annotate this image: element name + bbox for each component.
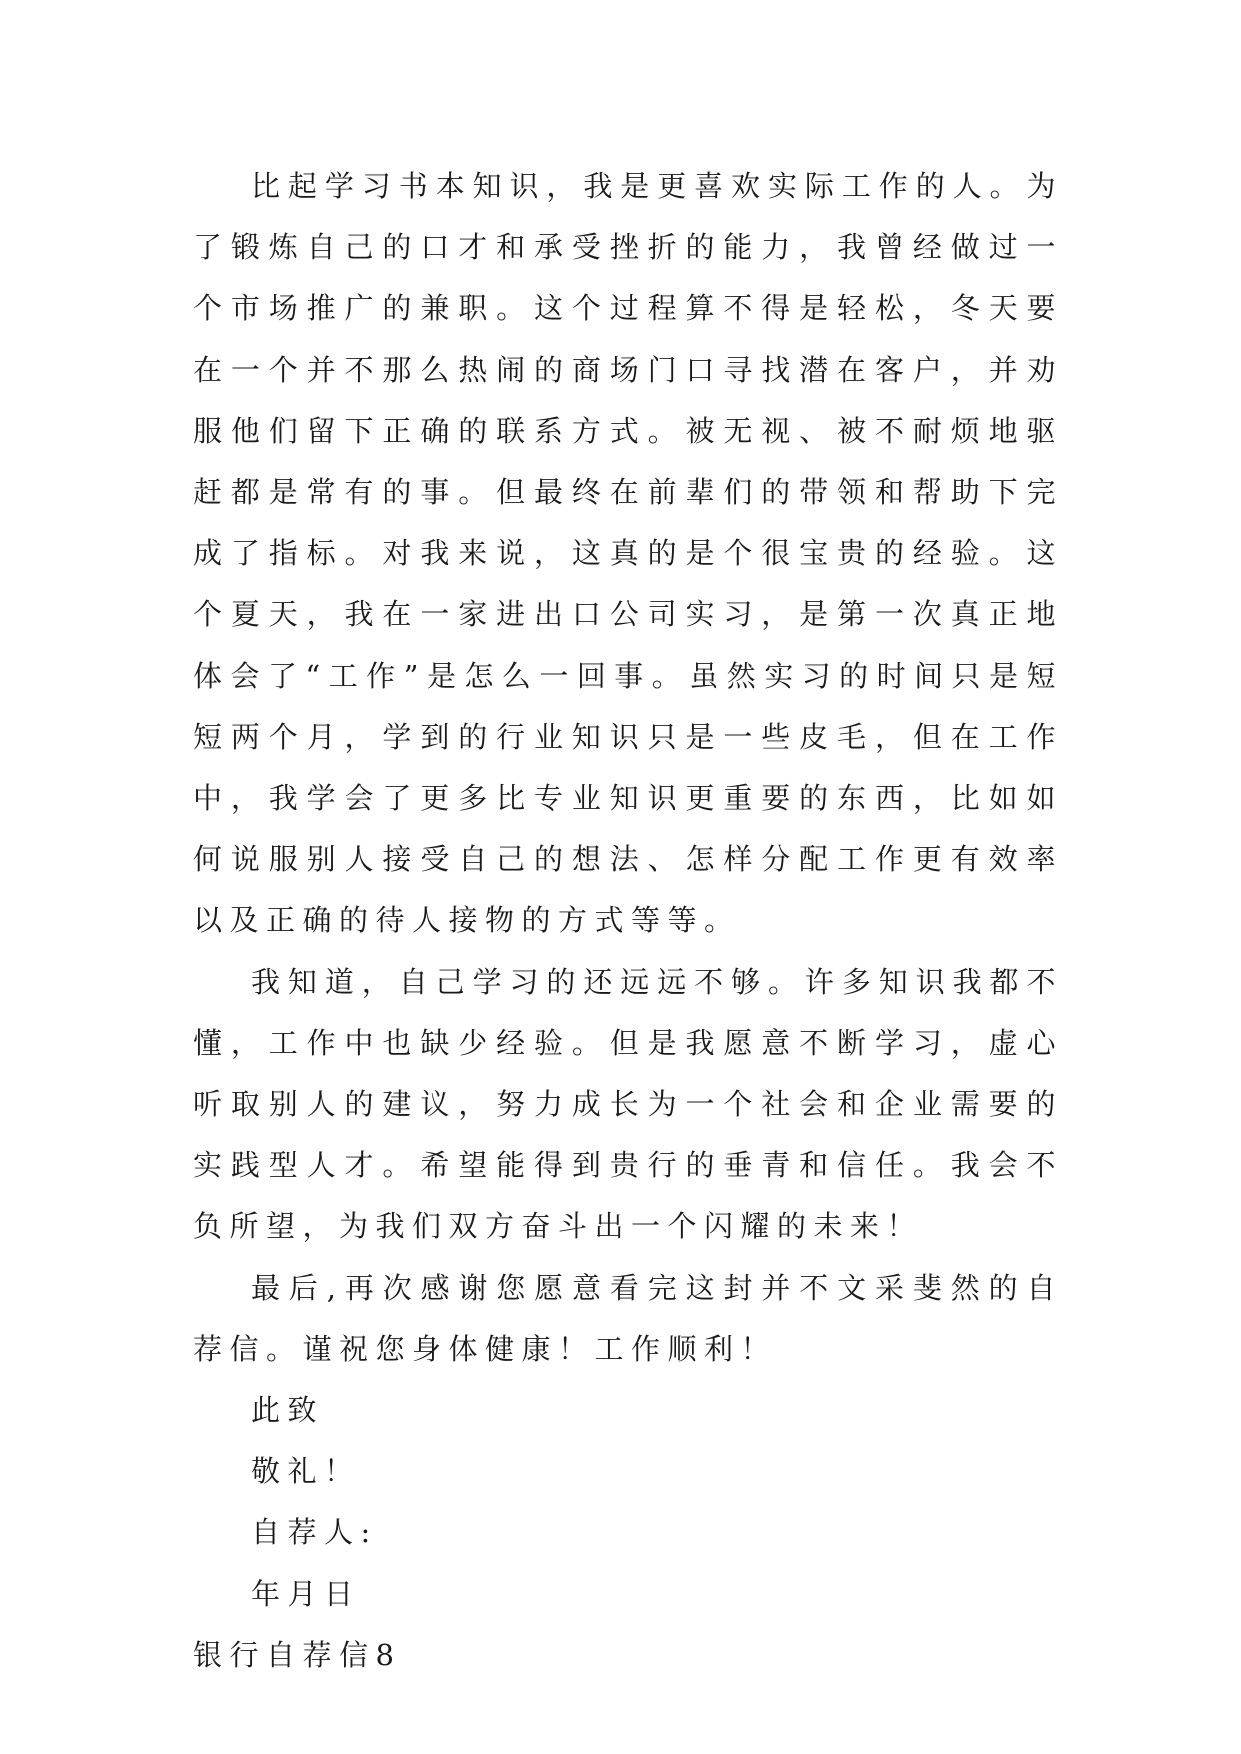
body-paragraph-experience: 比起学习书本知识，我是更喜欢实际工作的人。为了锻炼自己的口才和承受挫折的能力，我曾经做过一个市场推广的兼职。这个过程算不得是轻松，冬天要在一个并不那么热闹的商场门口寻找潜在客户，并劝服他们留下正确的联系方式。被无视、被不耐烦地驱赶都是常有的事。但最终在前辈们的带领和帮助下完成了指标。对我来说，这真的是个很宝贵的经验。这个夏天，我在一家进出口公司实习，是第一次真正地体会了“工作”是怎么一回事。虽然实习的时间只是短短两个月，学到的行业知识只是一些皮毛，但在工作中，我学会了更多比专业知识更重要的东西，比如如何说服别人接受自己的想法、怎样分配工作更有效率以及正确的待人接物的方式等等。 <box>193 169 1063 938</box>
body-paragraph-aspiration: 我知道，自己学习的还远远不够。许多知识我都不懂，工作中也缺少经验。但是我愿意不断学习，虚心听取别人的建议，努力成长为一个社会和企业需要的实践型人才。希望能得到贵行的垂青和信任。我会不负所望，为我们双方奋斗出一个闪耀的未来！ <box>193 964 1063 1244</box>
signer-label: 自荐人: <box>251 1515 378 1550</box>
letter-body <box>193 156 1063 1686</box>
body-paragraph-thanks: 最后,再次感谢您愿意看完这封并不文采斐然的自荐信。谨祝您身体健康！工作顺利！ <box>193 1270 1063 1366</box>
next-section-title: 银行自荐信8 <box>193 1637 402 1672</box>
closing-greeting: 此致 <box>251 1393 325 1428</box>
closing-salute: 敬礼！ <box>251 1454 361 1489</box>
date-line: 年月日 <box>251 1576 361 1611</box>
